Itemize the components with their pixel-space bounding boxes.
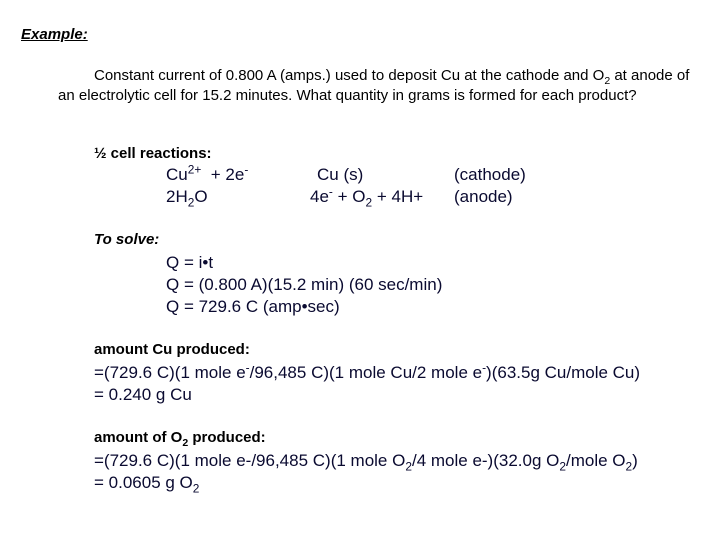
- charge-result: Q = 729.6 C (amp•sec): [166, 297, 340, 316]
- cathode-label: (cathode): [454, 165, 526, 184]
- to-solve-heading: To solve:: [94, 231, 160, 248]
- o2-equation: =(729.6 C)(1 mole e-/96,485 C)(1 mole $O_2/4$ mole e-)(32.0g $O_2$/mole $O_2$): [94, 451, 638, 474]
- charge-substitution: Q = (0.800 A)(15.2 min) (60 sec/min): [166, 275, 443, 294]
- anode-reactant: $2H_2O$: [166, 187, 208, 210]
- o2-result: = 0.0605 g $O_2$: [94, 473, 200, 496]
- cu-result: = 0.240 g Cu: [94, 385, 192, 404]
- anode-label: (anode): [454, 187, 513, 206]
- cathode-product: Cu (s): [317, 165, 364, 184]
- half-reactions-heading: ½ cell reactions:: [94, 145, 212, 162]
- anode-products: $4e^- + O_2 + 4H+$: [310, 184, 424, 210]
- charge-formula: Q = i•t: [166, 253, 214, 272]
- example-title: Example:: [21, 26, 88, 43]
- cathode-reactants: $Cu^{2+} + 2e^-$: [166, 162, 249, 184]
- cu-heading: amount Cu produced:: [94, 341, 250, 358]
- cu-equation: =(729.6 C)(1 mole e-/96,485 C)(1 mole Cu/2 mole e-)(63.5g Cu/mole Cu): [94, 360, 641, 382]
- o2-heading: amount of $O_2$ produced:: [94, 429, 266, 449]
- problem-statement: Constant current of 0.800 A (amps.) used to deposit Cu at the cathode and $O_2$ at anode of an electrolytic cell for 15.2 minutes. What quantity in grams is formed for each product?: [58, 67, 690, 104]
